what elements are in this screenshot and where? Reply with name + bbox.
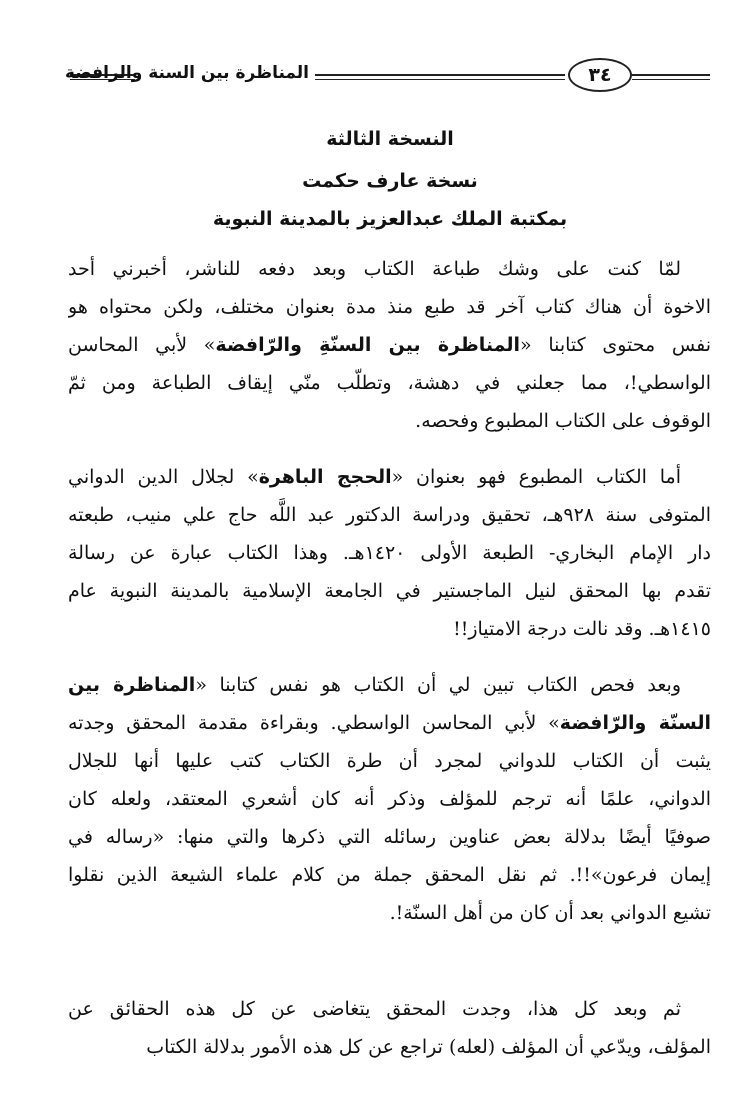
text-span: » لجلال الدين الدواني bbox=[68, 466, 259, 488]
text-line bbox=[68, 666, 711, 704]
text-span: أما الكتاب المطبوع فهو بعنوان « bbox=[391, 466, 682, 488]
page-number-frame bbox=[568, 58, 630, 90]
text-line: ثم وبعد كل هذا، وجدت المحقق يتغاضى عن كل هذه الحقائق عن bbox=[68, 998, 681, 1020]
text-line: المؤلف، ويدّعي أن المؤلف (لعله) تراجع عن كل هذه الأمور بدلالة الكتاب bbox=[146, 1036, 711, 1058]
bold-title: السنّة والرّافضة bbox=[559, 712, 711, 734]
text-line: إيمان فرعون»!!. ثم نقل المحقق جملة من كلام علماء الشيعة الذين نقلوا bbox=[68, 864, 711, 886]
text-span: » لأبي المحاسن الواسطي. وبقراءة مقدمة المحقق وجدته bbox=[68, 712, 560, 734]
text-line bbox=[68, 458, 711, 496]
paragraph-2 bbox=[68, 458, 711, 648]
text-line: دار الإمام البخاري- الطبعة الأولى ١٤٢٠هـ. وهذا الكتاب عبارة عن رسالة bbox=[68, 542, 711, 564]
text-line: صوفيًا أيضًا بدلالة بعض عناوين رسائله التي ذكرها والتي منها: «رساله في bbox=[68, 826, 711, 848]
paragraph-1 bbox=[68, 250, 711, 440]
header-rule-right bbox=[632, 74, 710, 80]
text-line bbox=[68, 704, 711, 742]
text-line: تقدم بها المحقق لنيل الماجستير في الجامعة الإسلامية بالمدينة النبوية عام bbox=[68, 580, 711, 602]
bold-title: الحجج الباهرة bbox=[258, 466, 392, 488]
bold-title: المناظرة بين bbox=[68, 674, 196, 696]
text-line: لمّا كنت على وشك طباعة الكتاب وبعد دفعه للناشر، أخبرني أحد bbox=[68, 258, 681, 280]
text-line bbox=[68, 326, 711, 364]
running-title: المناظرة بين السنة والرافضة bbox=[64, 63, 309, 83]
page-number: ٣٤ bbox=[568, 58, 632, 92]
copy-name: نسخة عارف حكمت bbox=[302, 170, 478, 192]
bold-title: المناظرة بين السنّةِ والرّافضة bbox=[215, 334, 521, 356]
text-line: الواسطي!، مما جعلني في دهشة، وتطلّب منّي إيقاف الطباعة ومن ثمّ bbox=[68, 372, 711, 394]
text-line: يثبت أن الكتاب للدواني لمجرد أن طرة الكتاب كتب عليها أنها للجلال bbox=[68, 750, 711, 772]
text-span: نفس محتوى كتابنا « bbox=[520, 334, 711, 356]
text-line: الدواني، علمًا أنه ترجم للمؤلف وذكر أنه كان أشعري المعتقد، ولعله كان bbox=[68, 788, 711, 810]
text-line: تشيع الدواني بعد أن كان من أهل السنّة!. bbox=[389, 902, 711, 924]
text-line: ١٤١٥هـ. وقد نالت درجة الامتياز!! bbox=[453, 618, 711, 640]
text-span: » لأبي المحاسن bbox=[68, 334, 216, 356]
text-line: الوقوف على الكتاب المطبوع وفحصه. bbox=[415, 410, 711, 432]
text-span: وبعد فحص الكتاب تبين لي أن الكتاب هو نفس كتابنا « bbox=[195, 674, 681, 696]
copy-title: النسخة الثالثة bbox=[326, 128, 454, 150]
paragraph-4 bbox=[68, 990, 711, 1066]
library-name: بمكتبة الملك عبدالعزيز بالمدينة النبوية bbox=[212, 208, 568, 230]
paragraph-3 bbox=[68, 666, 711, 932]
header-rule-middle bbox=[315, 74, 565, 80]
text-line: المتوفى سنة ٩٢٨هـ، تحقيق ودراسة الدكتور عبد اللَّه حاج علي منيب، طبعته bbox=[68, 504, 711, 526]
running-header bbox=[64, 58, 710, 102]
text-line: الاخوة أن هناك كتاب آخر قد طبع منذ مدة بعنوان مختلف، ولكن محتواه هو bbox=[68, 296, 711, 318]
